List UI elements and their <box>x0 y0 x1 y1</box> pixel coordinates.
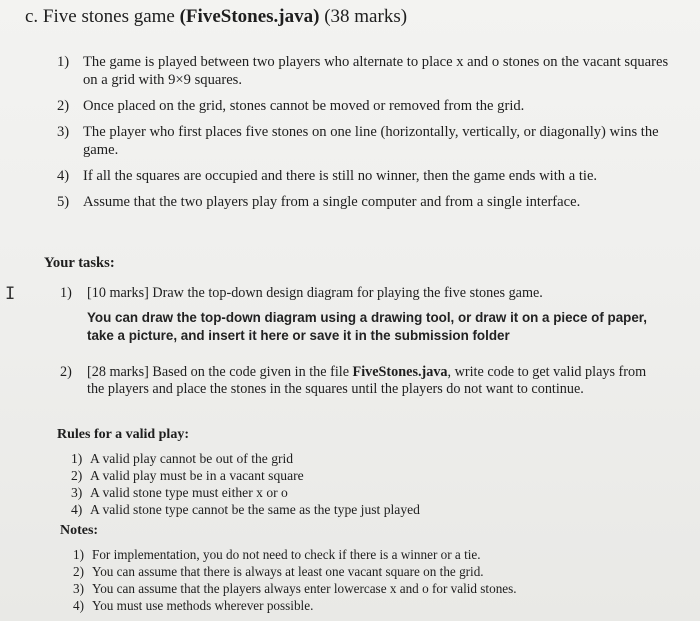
rule-text: Assume that the two players play from a single computer and from a single interface. <box>83 194 581 210</box>
item-number: 2) <box>73 564 84 579</box>
task-1 <box>60 285 660 302</box>
item-number: 1) <box>71 451 83 466</box>
heading-filename: (FiveStones.java) <box>179 6 320 27</box>
game-rules-list <box>57 53 677 219</box>
item-number: 1) <box>73 547 84 562</box>
list-item <box>71 450 420 467</box>
list-item <box>73 546 517 563</box>
rule-text: If all the squares are occupied and there is still no winner, then the game ends with a tie. <box>83 168 598 184</box>
item-text: You must use methods wherever possible. <box>92 598 314 613</box>
item-number: 4) <box>73 598 84 613</box>
rule-number: 4) <box>57 168 70 184</box>
rule-text: The player who first places five stones on one line (horizontally, vertically, or diagonally) wins the game. <box>83 124 659 158</box>
rule-number: 1) <box>57 54 70 70</box>
task-2-text <box>60 364 660 398</box>
list-item <box>73 580 517 597</box>
rule-item <box>57 167 677 185</box>
item-text: For implementation, you do not need to check if there is a winner or a tie. <box>92 547 481 562</box>
rule-text: Once placed on the grid, stones cannot be moved or removed from the grid. <box>83 98 525 114</box>
task-1-note: You can draw the top-down diagram using a drawing tool, or draw it on a piece of paper, take a picture, and insert it here or save it in the submission folder <box>87 310 647 343</box>
task-2-text-before: [28 marks] Based on the code given in the file <box>87 364 353 380</box>
task-2-filename: FiveStones.java <box>352 364 448 380</box>
rule-text: The game is played between two players who alternate to place x and o stones on the vacant squares on a grid with 9×9 squares. <box>83 54 669 88</box>
list-item <box>71 467 420 484</box>
list-item <box>71 501 420 518</box>
heading-prefix: c. Five stones game <box>25 6 180 27</box>
task-number: 2) <box>60 364 72 380</box>
rule-item <box>57 53 677 89</box>
item-text: A valid stone type must either x or o <box>90 485 288 500</box>
item-number: 2) <box>71 468 83 483</box>
notes-title: Notes: <box>60 523 99 538</box>
item-text: You can assume that there is always at least one vacant square on the grid. <box>92 564 484 579</box>
rule-item <box>57 123 677 159</box>
list-item <box>73 597 517 614</box>
rule-item <box>57 97 677 115</box>
item-text: You can assume that the players always enter lowercase x and o for valid stones. <box>92 581 517 596</box>
task-number: 1) <box>60 285 72 301</box>
heading-marks: (38 marks) <box>319 6 408 27</box>
tasks-title: Your tasks: <box>44 255 115 271</box>
task-2 <box>60 364 660 398</box>
notes-list <box>73 546 517 614</box>
valid-play-title: Rules for a valid play: <box>57 427 189 442</box>
text-cursor-icon: I <box>5 284 16 304</box>
item-number: 4) <box>71 502 83 517</box>
rule-number: 2) <box>57 98 70 114</box>
item-number: 3) <box>73 581 84 596</box>
task-1-text: [10 marks] Draw the top-down design diagram for playing the five stones game. <box>87 285 543 301</box>
item-text: A valid play must be in a vacant square <box>90 468 304 483</box>
section-heading <box>25 5 407 29</box>
rule-number: 5) <box>57 194 70 210</box>
task-2-text-after: , write code to get valid plays from the players and place the stones in the squares until the players do not want to continue. <box>87 364 647 397</box>
item-number: 3) <box>71 485 83 500</box>
rule-number: 3) <box>57 124 70 140</box>
rule-item <box>57 193 677 211</box>
item-text: A valid stone type cannot be the same as the type just played <box>90 502 420 517</box>
item-text: A valid play cannot be out of the grid <box>90 451 294 466</box>
list-item <box>73 563 517 580</box>
valid-play-list <box>71 450 420 518</box>
list-item <box>71 484 420 501</box>
